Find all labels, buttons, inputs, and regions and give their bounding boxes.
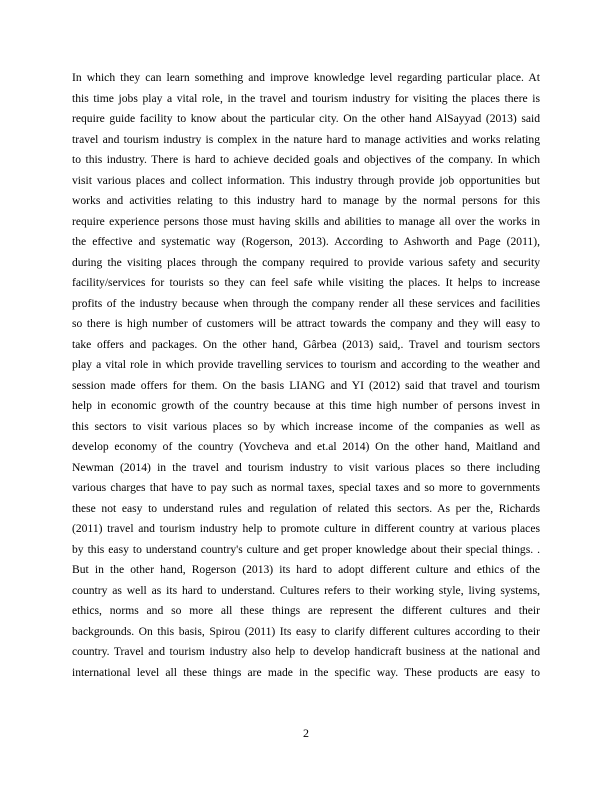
text-line: international level all these things are made in the specific way. These products are easy to (72, 665, 540, 679)
text-line: these not easy to understand rules and regulation of related this sectors. As per the, Richards (72, 501, 540, 515)
text-line: develop economy of the country (Yovcheva and et.al 2014) On the other hand, Maitland and (72, 440, 540, 453)
text-line: by this easy to understand country's culture and get proper knowledge about their special things. . (72, 542, 540, 556)
text-line: works and activities relating to this industry hard to manage by the normal persons for this (72, 194, 540, 207)
text-line: ethics, norms and so more all these things are represent the different cultures and their (72, 604, 540, 617)
body-paragraph (72, 68, 540, 683)
text-line: session made offers for them. On the basis LIANG and YI (2012) said that travel and tourism (72, 378, 540, 392)
text-line: to this industry. There is hard to achieve decided goals and objectives of the company. In which (72, 153, 540, 166)
text-line: this sectors to visit various places so by which increase income of the companies as well as (72, 419, 540, 433)
page-number: 2 (303, 726, 309, 740)
text-line: various charges that have to pay such as normal taxes, special taxes and so more to governments (72, 481, 540, 494)
text-line: this time jobs play a vital role, in the travel and tourism industry for visiting the places there is (72, 91, 540, 105)
text-line: require guide facility to know about the particular city. On the other hand AlSayyad (2013) said (72, 112, 540, 125)
text-line: profits of the industry because when through the company render all these services and facilities (72, 296, 540, 310)
text-line: backgrounds. On this basis, Spirou (2011) Its easy to clarify different cultures according to their (72, 624, 540, 638)
text-line: country. Travel and tourism industry also help to develop handicraft business at the national and (72, 645, 540, 658)
text-line: In which they can learn something and improve knowledge level regarding particular place. At (72, 71, 540, 84)
text-line: country as well as its hard to understand. Cultures refers to their working style, living systems, (72, 583, 540, 597)
text-line: so there is high number of customers will be attract towards the company and they will easy to (72, 317, 540, 330)
text-line: facility/services for tourists so they can feel safe while visiting the places. It helps to increase (72, 276, 540, 289)
text-line: visit various places and collect information. This industry through provide job opportunities but (72, 173, 540, 187)
text-line: during the visiting places through the company required to provide various safety and security (72, 255, 540, 269)
text-line: the effective and systematic way (Rogerson, 2013). According to Ashworth and Page (2011), (72, 235, 540, 248)
text-line: But in the other hand, Rogerson (2013) its hard to adopt different culture and ethics of the (72, 563, 540, 576)
text-line: (2011) travel and tourism industry help to promote culture in different country at various places (72, 522, 540, 535)
text-line: Newman (2014) in the travel and tourism industry to visit various places so there including (72, 460, 540, 474)
text-line: help in economic growth of the country because at this time high number of persons invest in (72, 399, 540, 412)
text-line: take offers and packages. On the other hand, Gârbea (2013) said,. Travel and tourism sectors (72, 337, 540, 351)
text-line: play a vital role in which provide travelling services to tourism and according to the weather and (72, 358, 540, 371)
text-line: travel and tourism industry is complex in the nature hard to manage activities and works relating (72, 132, 540, 146)
text-line: require experience persons those must having skills and abilities to manage all over the works in (72, 214, 540, 228)
